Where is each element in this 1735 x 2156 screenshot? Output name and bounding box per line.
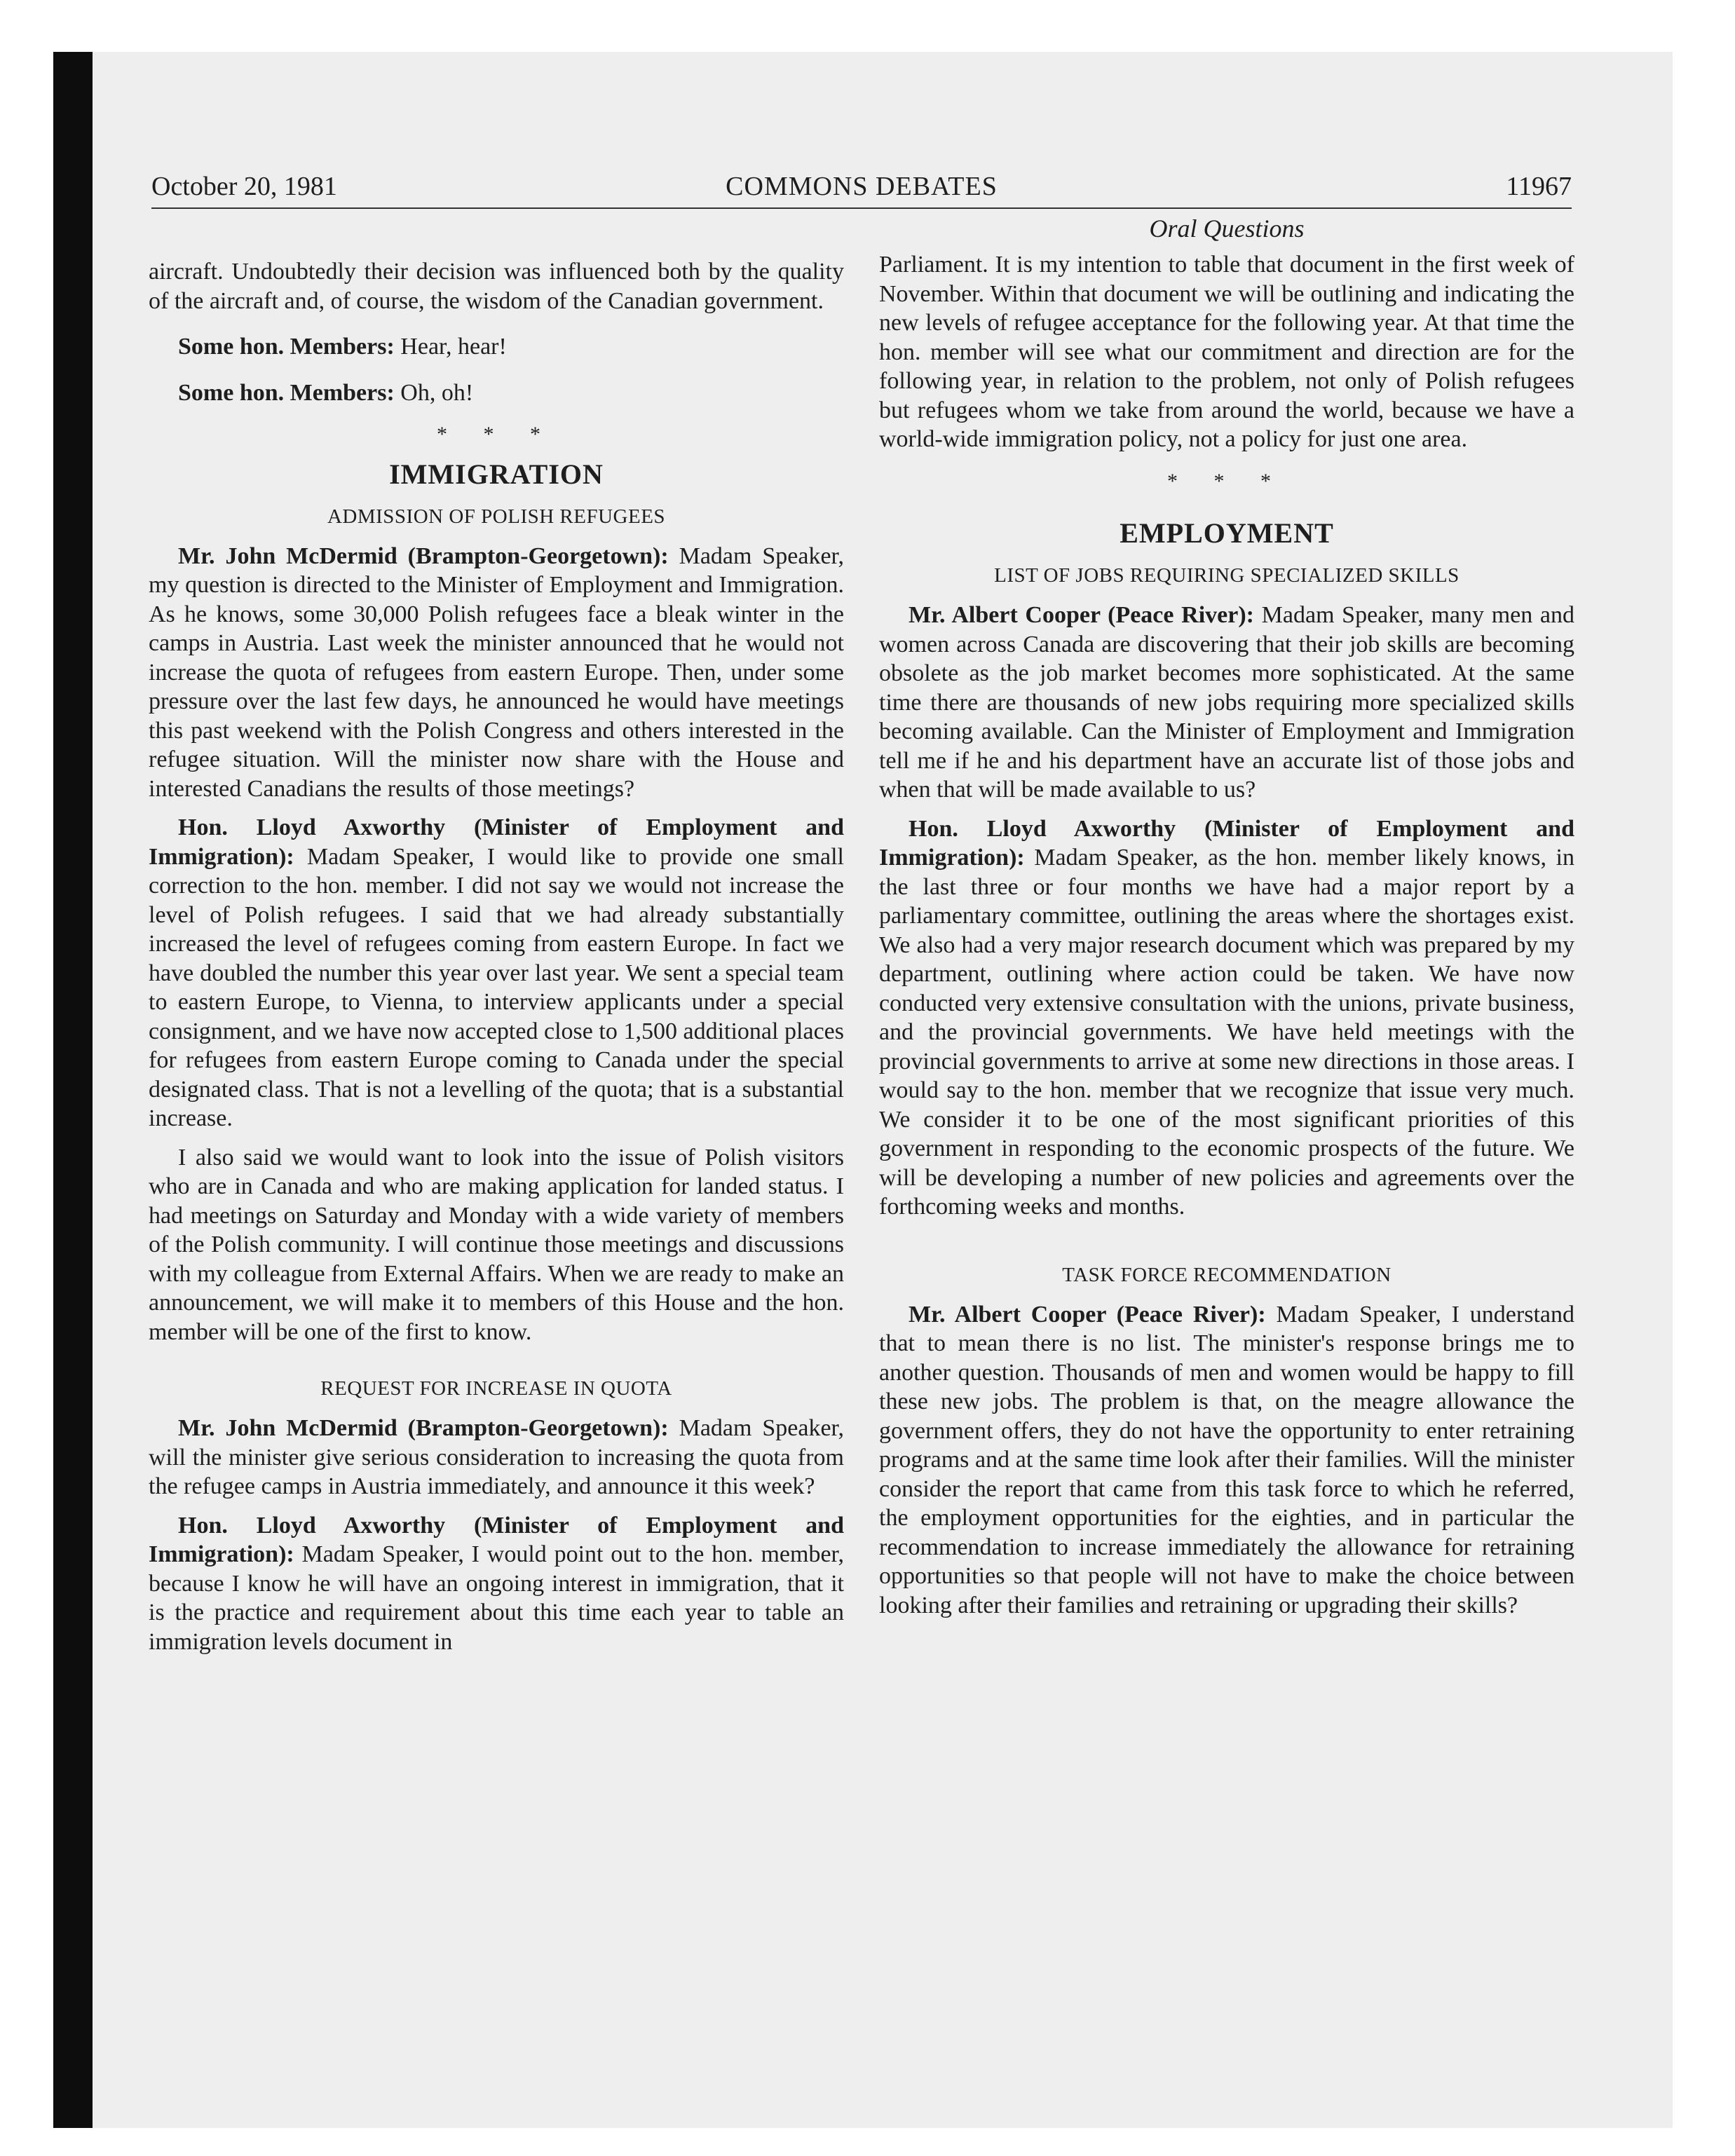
- left-column: [149, 214, 844, 1656]
- page-header: [151, 167, 1572, 209]
- subsection-heading: REQUEST FOR INCREASE IN QUOTA: [320, 1377, 672, 1400]
- section-separator: * * *: [437, 423, 556, 446]
- speech-paragraph: [149, 542, 844, 804]
- section-heading: IMMIGRATION: [389, 458, 604, 490]
- speech-paragraph: [879, 814, 1574, 1222]
- paragraph-continuation: Parliament. It is my intention to table that document in the first week of November. Within that document we will be outlining and indicating the new levels of refugee acceptance for the following year. At that time the hon. member will see what our commitment and direction are for the following year, in relation to the problem, not only of Polish refugees but refugees whom we take from around the world, because we have a world-wide immigration policy, not a policy for just one area.: [879, 252, 1574, 452]
- section-heading: EMPLOYMENT: [1120, 517, 1334, 549]
- speech-paragraph: [879, 601, 1574, 805]
- interjection: [178, 378, 844, 408]
- speech-paragraph: [149, 1511, 844, 1657]
- speech-text: Madam Speaker, I understand that to mean there is no list. The minister's response brings me to another question. Thousands of men and women would be happy to fill these new jobs. The problem is that, on the meagre allowance the government offers, they do not have the opportunity to enter retraining programs and at the same time look after their families. Will the minister consider the report that came from this task force to which he referred, the employment opportunities for the eighties, and in particular the recommendation to increase immediately the allowance for retraining opportunities so that people will not have to make the choice between looking after their families and retraining or upgrading their skills?: [879, 1301, 1574, 1618]
- paragraph-continuation: aircraft. Undoubtedly their decision was influenced both by the quality of the aircraft and, of course, the wisdom of the Canadian government.: [149, 259, 844, 314]
- interjection-text: Hear, hear!: [394, 334, 507, 360]
- subsection-heading: LIST OF JOBS REQUIRING SPECIALIZED SKILLS: [994, 564, 1460, 587]
- speaker-name: Some hon. Members:: [178, 379, 395, 406]
- header-page-number: 11967: [1506, 172, 1572, 201]
- subsection-heading: ADMISSION OF POLISH REFUGEES: [327, 505, 666, 528]
- speaker-name: Hon. Lloyd Axworthy (Minister of Employment and Immigration):: [149, 1512, 844, 1567]
- speech-text: Madam Speaker, as the hon. member likely knows, in the last three or four months we have had a major report by a parliamentary committee, outlining the areas where the shortages exist. We also had a very major research document which was prepared by my department, outlining where action could be taken. We have now conducted very extensive consultation with the unions, private business, and the provincial governments. We have held meetings with the provincial governments to arrive at some new directions in those areas. I would say to the hon. member that we recognize that issue very much. We consider it to be one of the most significant priorities of this government in responding to the economic prospects of the future. We will be developing a number of new policies and agreements over the forthcoming weeks and months.: [879, 845, 1574, 1220]
- speech-text: Madam Speaker, many men and women across Canada are discovering that their job skills are becoming obsolete as the job market becomes more sophisticated. At the same time there are thousands of new jobs requiring more specialized skills becoming available. Can the Minister of Employment and Immigration tell me if he and his department have an accurate list of those jobs and when that will be made available to us?: [879, 602, 1574, 803]
- running-head: Oral Questions: [1149, 214, 1305, 243]
- speaker-name: Mr. Albert Cooper (Peace River):: [909, 602, 1254, 628]
- speech-text: Madam Speaker, I would like to provide one small correction to the hon. member. I did not say we would not increase the level of Polish refugees. I said that we had already substantially increased the level of refugees coming from eastern Europe. In fact we have doubled the number this year over last year. We sent a special team to eastern Europe, to Vienna, to interview applicants under a special consignment, and we have now accepted close to 1,500 additional places for refugees from eastern Europe coming to Canada under the special designated class. That is not a levelling of the quota; that is a substantial increase.: [149, 843, 844, 1131]
- header-date: October 20, 1981: [151, 172, 337, 201]
- speaker-name: Mr. Albert Cooper (Peace River):: [909, 1301, 1266, 1328]
- speech-text: Madam Speaker, my question is directed to the Minister of Employment and Immigration. As he knows, some 30,000 Polish refugees face a bleak winter in the camps in Austria. Last week the minister announced that he would not increase the quota of refugees from eastern Europe. Then, under some pressure over the last few days, he announced he would have meetings this past weekend with the Polish Congress and others interested in the refugee situation. Will the minister now share with the House and interested Canadians the results of those meetings?: [149, 543, 844, 802]
- interjection-text: Oh, oh!: [394, 379, 474, 406]
- speech-paragraph: [149, 813, 844, 1133]
- speech-paragraph: I also said we would want to look into the issue of Polish visitors who are in Canada and who are making application for landed status. I had meetings on Saturday and Monday with a wide variety of members of the Polish community. I will continue those meetings and discussions with my colleague from External Affairs. When we are ready to make an announcement, we will make it to members of this House and the hon. member will be one of the first to know.: [149, 1144, 844, 1345]
- speech-text: Madam Speaker, will the minister give serious consideration to increasing the quota from the refugee camps in Austria immediately, and announce it this week?: [149, 1415, 844, 1499]
- subsection-heading: TASK FORCE RECOMMENDATION: [1062, 1263, 1392, 1286]
- scan-border-edge: [53, 52, 93, 2128]
- header-title: COMMONS DEBATES: [726, 172, 998, 201]
- speech-paragraph: [149, 1414, 844, 1501]
- speaker-name: Hon. Lloyd Axworthy (Minister of Employment and Immigration):: [879, 815, 1574, 871]
- speech-text: Madam Speaker, I would point out to the hon. member, because I know he will have an ongoing interest in immigration, that it is the practice and requirement about this time each year to table an immigration levels document in: [149, 1541, 844, 1655]
- right-column: [879, 214, 1574, 1620]
- speech-paragraph: [879, 1300, 1574, 1621]
- interjection: [178, 332, 844, 362]
- speaker-name: Hon. Lloyd Axworthy (Minister of Employment and Immigration):: [149, 814, 844, 870]
- speaker-name: Some hon. Members:: [178, 334, 395, 360]
- speaker-name: Mr. John McDermid (Brampton-Georgetown):: [178, 543, 669, 569]
- speaker-name: Mr. John McDermid (Brampton-Georgetown):: [178, 1415, 669, 1441]
- section-separator: * * *: [1167, 469, 1286, 493]
